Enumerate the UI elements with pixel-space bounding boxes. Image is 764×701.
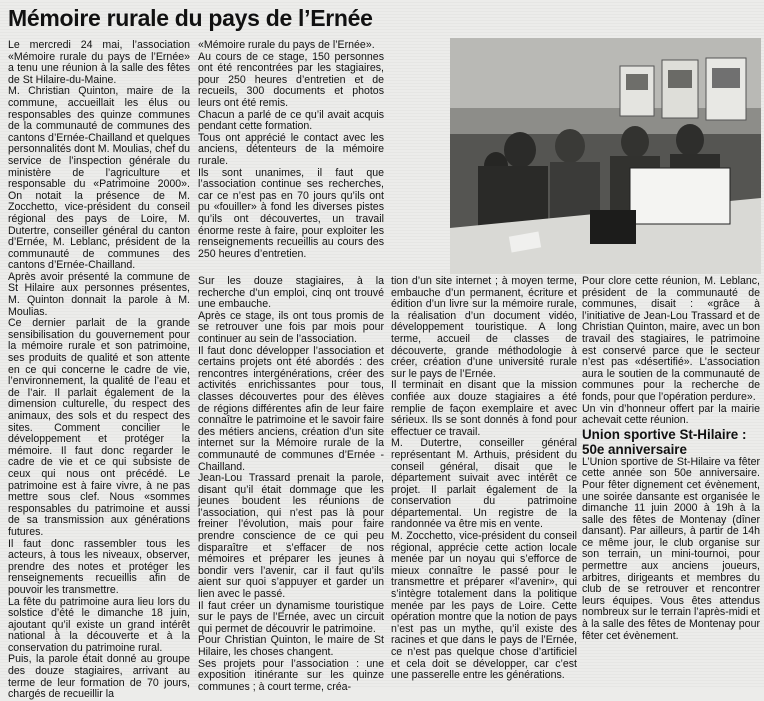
paragraph: Au cours de ce stage, 150 personnes ont été rencontrées par les stagiaires, pour 250 heures d’entretien et de recueils, 300 documents et photos leurs ont été remis.: [198, 50, 384, 109]
paragraph: La fête du patrimoine aura lieu lors du solstice d’été le dimanche 18 juin, ajoutant qu’il existe un grand intérêt national à la découverte et à la conservation du patrimoine rural.: [8, 595, 190, 654]
paragraph: M. Dutertre, conseiller général représentant M. Arthuis, président du conseil général, disait que le département suivait avec intérêt ce projet. Il parlait également de la conservation du patrimoine départemental. Un registre de la randonnée va être mis en vente.: [391, 437, 577, 531]
paragraph: Jean-Lou Trassard prenait la parole, disant qu’il était dommage que les jeunes boudent les réunions de l’association, qui n’est pas là pour freiner l’évolution, mais pour faire prendre conscience de ce qui peu disparaître et s’effacer de nos mémoires et préparer les jeunes à bondir vers l’avenir, car il faut qu’ils aient sur quoi s’appuyer et garder un lien avec le passé.: [198, 472, 384, 601]
article-title: Mémoire rurale du pays de l’Ernée: [8, 5, 373, 31]
paragraph: «Mémoire rurale du pays de l’Ernée».: [198, 39, 375, 51]
paragraph: Après avoir présenté la commune de St Hilaire aux personnes présentes, M. Quinton donnait la parole à M. Moulias.: [8, 270, 190, 318]
meeting-photo-illustration: [450, 38, 761, 274]
paragraph: Puis, la parole était donné au groupe des douze stagiaires, arrivant au terme de leur formation de 70 jours, chargés de recueillir la: [8, 653, 190, 701]
paragraph: Un vin d’honneur offert par la mairie achevait cette réunion.: [582, 402, 760, 427]
paragraph: M. Zocchetto, vice-président du conseil régional, apprécie cette action locale menée par un noyau qui s’efforce de mieux connaître le passé pour le transmettre et préparer «l’avenir», qui s’intègre totalement dans la politique menée par les pays de Loire. Cette opération montre que la notion de pays n’est pas un mythe, qu’il existe des racines et que dans le pays de l’Ernée, ce n’est pas quelque chose d’artificiel et cela doit se développer, car c’est une passerelle entre les générations.: [391, 530, 577, 682]
paragraph: M. Christian Quinton, maire de la commune, accueillait les élus ou responsables des quinze communes de la communauté de communes des cantons d’Ernée-Chailland et quelques personnalités dont M. Moulias, chef du service de l’inspection générale du ministère de l’agriculture et responsable du «Patrimoine 2000». On notait la présence de M. Zocchetto, vice-président du conseil régional des pays de Loire, M. Dutertre, conseiller général du canton d’Ernée, M. Leblanc, président de la communauté de communes des cantons d’Ernée-Chailland.: [8, 85, 190, 272]
paragraph: Sur les douze stagiaires, à la recherche d’un emploi, cinq ont trouvé une embauche.: [198, 275, 384, 311]
paragraph: Pour Christian Quinton, le maire de St Hilaire, les choses changent.: [198, 634, 384, 658]
section-subheading: Union sportive St-Hilaire : 50e anniversaire: [582, 426, 747, 457]
paragraph: Chacun a parlé de ce qu’il avait acquis pendant cette formation.: [198, 108, 384, 133]
paragraph: Il faut donc rassembler tous les acteurs, à tous les niveaux, observer, prendre des notes et protéger les renseignements recueillis afin de pouvoir les transmettre.: [8, 537, 190, 596]
article-column-1: [8, 39, 190, 701]
paragraph: Pour clore cette réunion, M. Leblanc, président de la communauté de communes, disait : «grâce à l’initiative de Jean-Lou Trassard et de Christian Quinton, maire, avec un bon travail des stagiaires, le patrimoine est conservé parce que le secteur n’est pas «désertifié». L’association aura le soutien de la communauté de communes pour la recherche de fonds, pour que l’opération perdure».: [582, 275, 760, 403]
paragraph: Après ce stage, ils ont tous promis de se retrouver une fois par mois pour continuer au sein de l’association.: [198, 309, 384, 345]
paragraph: tion d’un site internet ; à moyen terme, embauche d’un permanent, écriture et édition d’un livre sur la mémoire rurale, la réalisation d’un document vidéo, développement touristique. A long terme, accueil de classes de découverte, grande méthodologie à créer, création d’une université rurale sur le pays de l’Ernée.: [391, 275, 577, 380]
paragraph: Ses projets pour l’association : une exposition itinérante sur les quinze communes ; à court terme, créa-: [198, 657, 384, 693]
paragraph: Le mercredi 24 mai, l’association «Mémoire rurale du pays de l’Ernée» a tenu une réunion à la salle des fêtes de St Hilaire-du-Maine.: [8, 39, 190, 86]
meeting-photo: [450, 38, 761, 274]
paragraph: Il faut donc développer l’association et certains projets ont été abordés : des rencontres intergénérations, créer des activités enrichissantes pour tous, classes découvertes pour des élèves de régions différentes afin de leur faire connaître le patrimoine et le savoir faire des métiers anciens, création d’un site internet sur la Mémoire rurale de la communauté de communes d’Ernée - Chailland.: [198, 344, 384, 473]
article-column-3: [391, 276, 577, 687]
paragraph: Il faut créer un dynamisme touristique sur le pays de l’Ernée, avec un circuit qui permet de découvrir le patrimoine.: [198, 599, 384, 635]
article-column-2: [198, 39, 384, 693]
paragraph: Il terminait en disant que la mission confiée aux douze stagiaires a été remplie de façon exemplaire et avec sérieux. Ils se sont donnés à fond pour effectuer ce travail.: [391, 379, 577, 438]
article-column-4: [582, 276, 760, 687]
paragraph: L’Union sportive de St-Hilaire va fêter cette année son 50e anniversaire. Pour fêter dignement cet évènement, une soirée dansante est organisée le dimanche 11 juin 2000 à 19h à la salle des fêtes de Montenay (dîner dansant). Par ailleurs, à partir de 14h ce même jour, le club organise sur son terrain, un mini-tournoi, pour permettre aux anciens joueurs, arbitres, dirigeants et membres du club de se retrouver et rencontrer leurs équipes. Vous êtes attendus nombreux sur le terrain l’après-midi et à la salle des fêtes de Montenay pour fêter cet évènement.: [582, 455, 760, 642]
paragraph: Ce dernier parlait de la grande sensibilisation du gouvernement pour la mémoire rurale et son patrimoine, ses produits de qualité et son attente en ce qui concerne le cadre de vie, l’environnement, la qualité de l’eau et de l’air. Il parlait également de la dimension culturelle, du respect des animaux, des sols et du respect des sites. Comment concilier le développement et protéger la mémoire. Il faut donc regarder le cadre de vie et ce qui subsiste de ceux qui nous ont précédé. Le patrimoine est à faire vivre, à ne pas mettre sous clef. Nous «sommes responsables du patrimoine et aussi de sa transmission aux générations futures.: [8, 317, 190, 538]
paragraph: Ils sont unanimes, il faut que l’association continue ses recherches, car ce n’est pas en 70 jours qu’ils ont pu «fouiller» à fond les diverses pistes qu’ils ont découvertes, un travail énorme reste à faire, pour exploiter les renseignements recueillis au cours des 250 heures d’entretien.: [198, 166, 384, 260]
paragraph: Tous ont apprécié le contact avec les anciens, détenteurs de la mémoire rurale.: [198, 131, 384, 167]
